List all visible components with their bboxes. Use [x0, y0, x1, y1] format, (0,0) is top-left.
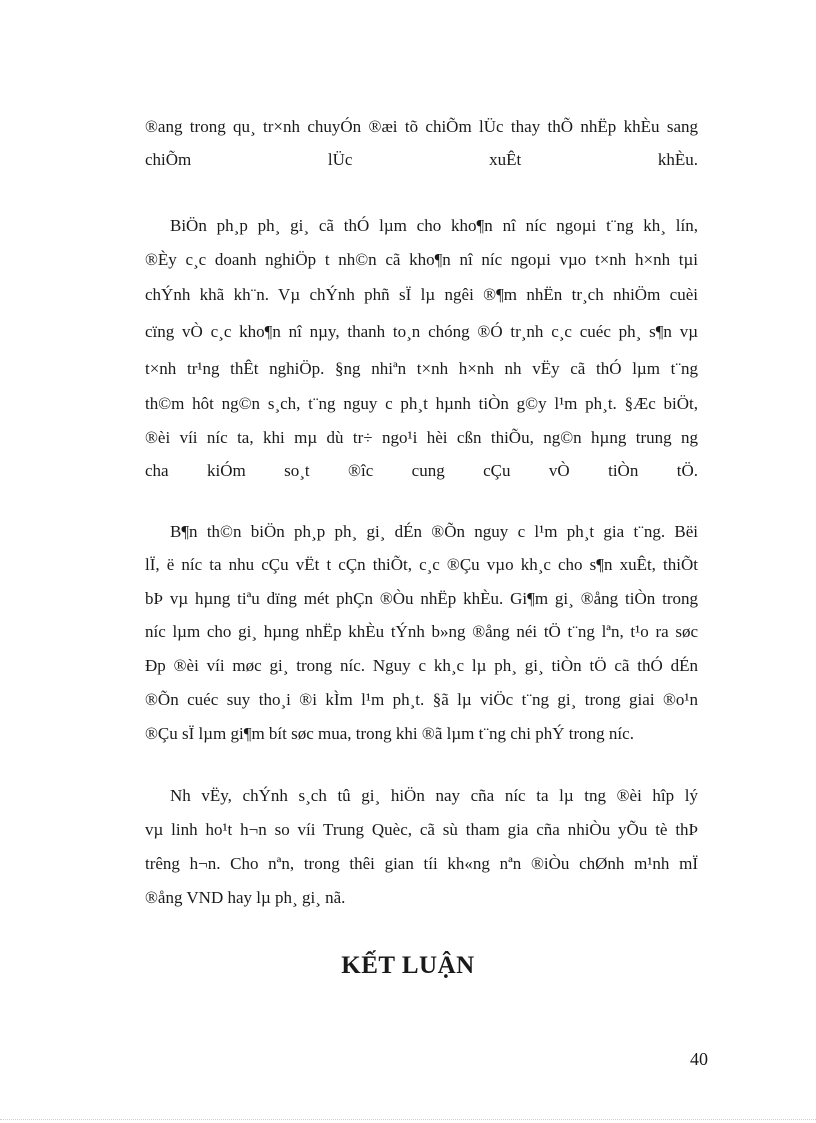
text-line: lÏ, ë níc ta nhu cÇu vËt t cÇn thiÕt, c¸c ®Çu vµo kh¸c cho s¶n xuÊt, thiÕt — [145, 555, 698, 574]
text-line: th©m hôt ng©n s¸ch, t¨ng nguy c ph¸t hµnh tiÒn g©y l¹m ph¸t. §Æc biÖt, — [145, 394, 698, 413]
text-line: ®Õn cuéc suy tho¸i ®i kÌm l¹m ph¸t. §ã lµ viÖc t¨ng gi¸ trong giai ®o¹n — [145, 690, 698, 709]
page-bottom-divider — [0, 1119, 816, 1120]
text-line: BiÖn ph¸p ph¸ gi¸ cã thÓ lµm cho kho¶n nî níc ngoµi t¨ng kh¸ lín, — [170, 216, 698, 235]
text-line: Ðp ®èi víi møc gi¸ trong níc. Nguy c kh¸c lµ ph¸ gi¸ tiÒn tÖ cã thÓ dÉn — [145, 656, 698, 675]
text-line: bÞ vµ hµng tiªu dïng mét phÇn ®Òu nhËp khÈu. Gi¶m gi¸ ®ång tiÒn trong — [145, 589, 698, 608]
text-line: níc lµm cho gi¸ hµng nhËp khÈu tÝnh b»ng ®ång néi tÖ t¨ng lªn, t¹o ra søc — [145, 622, 698, 641]
text-line: vµ linh ho¹t h¬n so víi Trung Quèc, cã sù tham gia cña nhiÒu yÕu tè thÞ — [145, 820, 698, 839]
text-line: cïng vÒ c¸c kho¶n nî nµy, thanh to¸n chóng ®Ó tr¸nh c¸c cuéc ph¸ s¶n vµ — [145, 322, 698, 341]
text-line: ®èi víi níc ta, khi mµ dù tr÷ ngo¹i hèi cßn thiÕu, ng©n hµng trung ng — [145, 428, 698, 447]
text-line: ®Èy c¸c doanh nghiÖp t nh©n cã kho¶n nî níc ngoµi vµo t×nh h×nh tµi — [145, 250, 698, 269]
section-title: KẾT LUẬN — [341, 952, 475, 979]
text-line: ®ang trong qu¸ tr×nh chuyÓn ®æi tõ chiÕm lÜc thay thÕ nhËp khÈu sang — [145, 117, 698, 136]
text-line: chiÕm lÜc xuÊt khÈu. — [145, 150, 698, 169]
text-line: chÝnh khã kh¨n. Vµ chÝnh phñ sÏ lµ ngêi ®¶m nhËn tr¸ch nhiÖm cuèi — [145, 285, 698, 304]
text-line: trêng h¬n. Cho nªn, trong thêi gian tíi kh«ng nªn ®iÒu chØnh m¹nh mÏ — [145, 854, 698, 873]
text-line: ®ång VND hay lµ ph¸ gi¸ nã. — [145, 888, 346, 907]
page-number: 40 — [690, 1049, 708, 1069]
text-line: B¶n th©n biÖn ph¸p ph¸ gi¸ dÉn ®Õn nguy c l¹m ph¸t gia t¨ng. Bëi — [170, 522, 698, 541]
text-line: ®Çu sÏ lµm gi¶m bít søc mua, trong khi ®ã lµm t¨ng chi phÝ trong níc. — [145, 724, 634, 743]
text-line: t×nh tr¹ng thÊt nghiÖp. §ng nhiªn t×nh h×nh nh vËy cã thÓ lµm t¨ng — [145, 359, 698, 378]
text-line: cha kiÓm so¸t ®îc cung cÇu vÒ tiÒn tÖ. — [145, 461, 698, 480]
text-line: Nh vËy, chÝnh s¸ch tû gi¸ hiÖn nay cña níc ta lµ tng ®èi hîp lý — [170, 786, 698, 805]
